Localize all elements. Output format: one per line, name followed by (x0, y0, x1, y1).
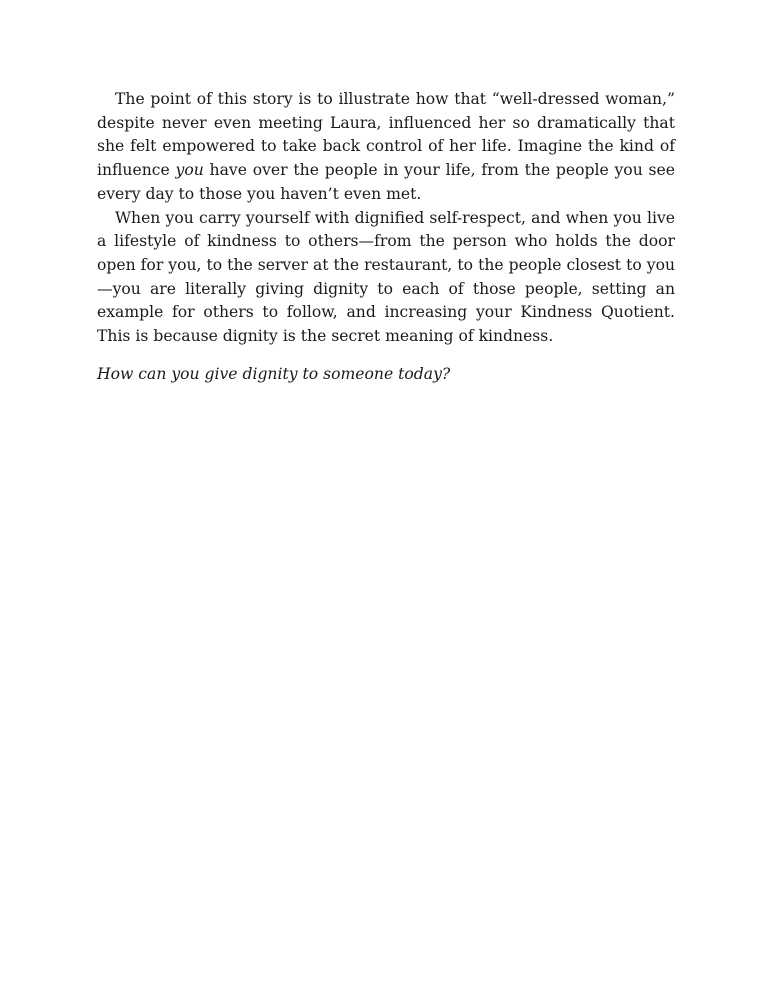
paragraph-2: When you carry yourself with dignified self-respect, and when you live a lifestyle of kindness to others—from the person who holds the door open for you, to the server at the restaurant, to the people closest to you—you are literally giving dignity to each of those people, setting an example for others to follow, and increasing your Kindness Quotient. This is because dignity is the secret meaning of kindness. (97, 208, 675, 346)
emphasis-you: you (175, 161, 204, 180)
paragraph-1-text-end: have over the people in your life, from the people you see every day to those you haven’t even met. (97, 161, 675, 203)
body-text (97, 88, 675, 386)
closing-question: How can you give dignity to someone today? (97, 364, 451, 383)
paragraph-1-text-start: The point of this story is to illustrate how that “well-dressed woman,” despite never even meeting Laura, influenced her so dramatically that she felt empowered to take back control of her life. Imagine the kind of influence (97, 90, 675, 180)
paragraph-1 (97, 88, 675, 207)
